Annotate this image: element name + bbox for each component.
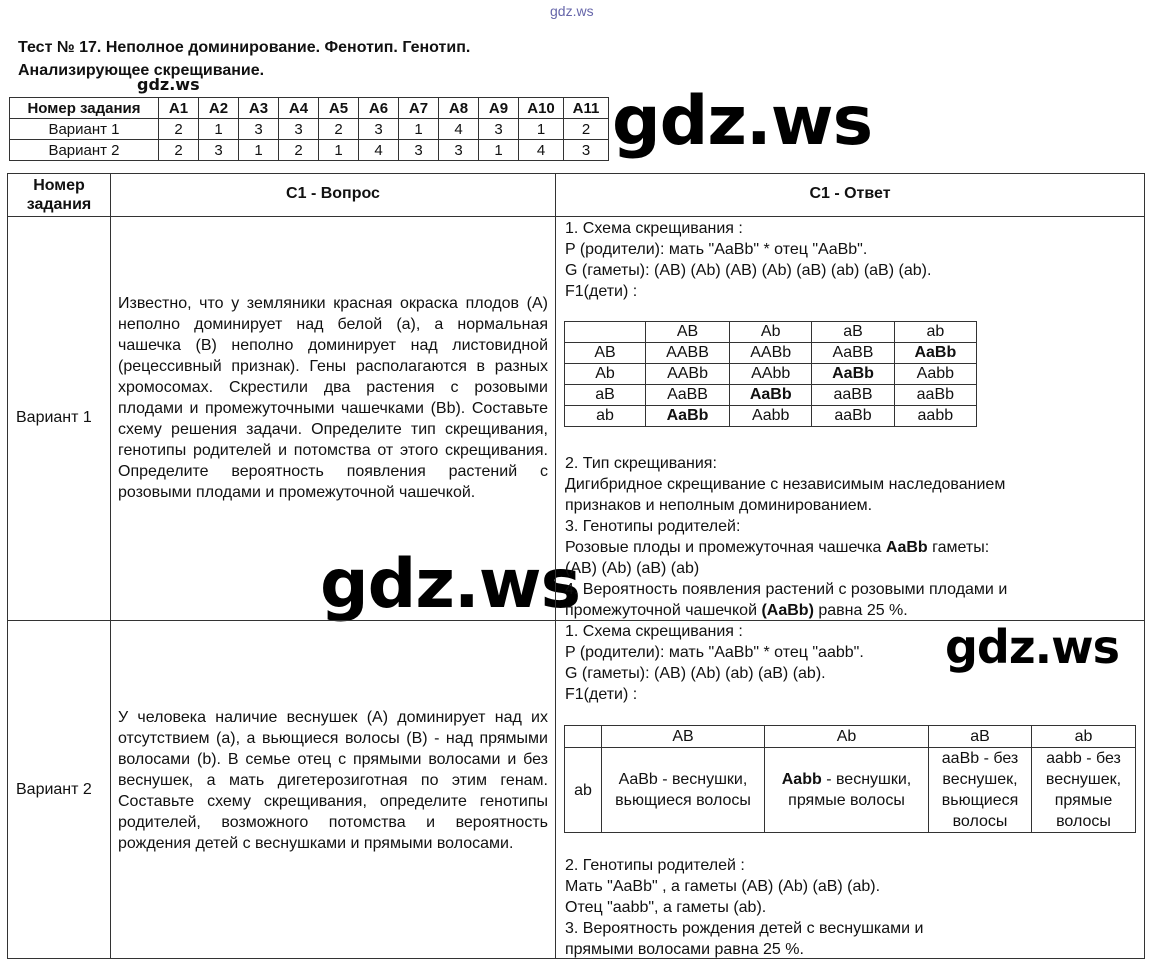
watermark-small: gdz.ws [137,75,200,94]
punnett-header-cell: ab [1032,726,1136,748]
answer-text: Розовые плоды и промежуточная чашечка [565,539,886,556]
punnett-header-cell: aB [929,726,1032,748]
punnett-cell: aaBB [812,385,894,406]
answers-cell: 3 [279,119,319,140]
punnett-row-label: AB [565,343,646,364]
answer-line: F1(дети) : [565,283,638,300]
genotype-bold: AaBb [885,539,928,556]
answers-header-label: Номер задания [10,98,159,119]
answer-line: G (гаметы): (AB) (Ab) (AB) (Ab) (aB) (ab) (aB) (ab). [565,262,932,279]
answers-cell: 2 [279,140,319,161]
answer-line: 1. Схема скрещивания : [565,623,743,640]
answer-text: гаметы: [927,539,990,556]
answer-line: 2. Генотипы родителей : [565,857,745,874]
punnett-header-cell [565,322,646,343]
answers-col-header: A1 [159,98,199,119]
answers-col-header: A7 [399,98,439,119]
answers-col-header: A6 [359,98,399,119]
punnett-cell: Aabb [894,364,976,385]
answer-line [565,537,1007,558]
punnett-header-cell: AB [602,726,765,748]
punnett-header-cell [565,726,602,748]
answers-cell: 1 [399,119,439,140]
punnett-row [565,343,977,364]
answers-col-header: A10 [519,98,564,119]
divider [8,216,1144,217]
answer-line: 3. Вероятность рождения детей с веснушками и [565,920,924,937]
answer-text: промежуточной чашечкой [565,602,762,619]
c1-header-question: С1 - Вопрос [286,185,380,202]
answer-line: прямыми волосами равна 25 %. [565,941,804,958]
answers-cell: 1 [479,140,519,161]
answer-line: 2. Тип скрещивания: [565,455,717,472]
answers-cell: 3 [359,119,399,140]
c1-header-answer: С1 - Ответ [809,185,891,202]
answer-line: Отец "aabb", а гаметы (ab). [565,899,767,916]
punnett-header-cell: aB [812,322,894,343]
punnett-cell: AABb [646,364,730,385]
answer-line: (AB) (Ab) (aB) (ab) [565,560,700,577]
punnett-cell: aaBb - без веснушек, вьющиеся волосы [929,748,1032,833]
answers-cell: 4 [439,119,479,140]
punnett-row [565,406,977,427]
answers-header-row [10,98,609,119]
genotype-bold: Aabb [781,771,822,788]
answers-col-header: A8 [439,98,479,119]
variant-2-label: Вариант 2 [16,781,92,798]
answers-cell: 3 [239,119,279,140]
answers-cell: 1 [319,140,359,161]
punnett-header-row [565,726,1136,748]
punnett-row-label: aB [565,385,646,406]
answer-line: P (родители): мать "AaBb" * отец "AaBb". [565,241,868,258]
watermark-large-2: gdz.ws [320,545,581,624]
watermark-top: gdz.ws [550,3,594,19]
c1-table [7,173,1145,959]
punnett-cell: AaBB [646,385,730,406]
variant-1-answer-bottom [565,453,1007,621]
answer-line: G (гаметы): (AB) (Ab) (ab) (aB) (ab). [565,665,826,682]
punnett-row [565,748,1136,833]
answers-cell: 2 [159,140,199,161]
variant-2-answer-bottom [565,855,923,960]
punnett-cell: AaBb - веснушки, вьющиеся волосы [602,748,765,833]
punnett-cell-highlight: AaBb [646,406,730,427]
punnett-cell [765,748,929,833]
punnett-cell-highlight: AaBb [812,364,894,385]
answer-line: 4. Вероятность появления растений с розовыми плодами и [565,581,1008,598]
genotype-bold: (AaBb) [761,602,814,619]
answers-col-header: A11 [564,98,609,119]
page-title [18,36,470,82]
answers-cell: 2 [159,119,199,140]
punnett-cell: aabb - без веснушек, прямые волосы [1032,748,1136,833]
punnett-row-label: ab [565,748,602,833]
answers-cell: 3 [439,140,479,161]
variant-2-question: У человека наличие веснушек (А) доминирует над их отсутствием (а), а вьющиеся волосы (В) - над прямыми волосами (b). В семье отец с прямыми волосами и без веснушек, а мать дигетерозиготная по этим генам. Составьте схему скрещивания, определите генотипы родителей, возможного потомства и вероятность рождения детей с веснушками и прямыми волосами. [118,709,548,852]
watermark-large-3: gdz.ws [945,620,1119,674]
answers-cell: 2 [564,119,609,140]
punnett-cell-highlight: AaBb [730,385,812,406]
punnett-cell-text: - веснушки, прямые волосы [788,771,912,809]
variant-2-answer-top [565,621,864,705]
answer-line: P (родители): мать "AaBb" * отец "aabb". [565,644,864,661]
punnett-row [565,385,977,406]
answer-line: F1(дети) : [565,686,638,703]
answers-row-variant-1 [10,119,609,140]
punnett-row-label: Ab [565,364,646,385]
punnett-cell: aaBb [812,406,894,427]
answers-row-label: Вариант 1 [10,119,159,140]
answers-col-header: A5 [319,98,359,119]
answers-cell: 3 [399,140,439,161]
punnett-header-cell: AB [646,322,730,343]
answers-table [9,97,609,161]
punnett-square-1 [564,321,977,427]
punnett-cell: aabb [894,406,976,427]
divider [555,174,556,958]
title-line-2: Анализирующее скрещивание. [18,62,265,79]
answers-cell: 3 [564,140,609,161]
punnett-cell: Aabb [730,406,812,427]
answers-col-header: A3 [239,98,279,119]
punnett-header-row [565,322,977,343]
answers-row-variant-2 [10,140,609,161]
answers-cell: 4 [359,140,399,161]
punnett-cell: AABb [730,343,812,364]
punnett-cell-highlight: AaBb [894,343,976,364]
answers-cell: 1 [519,119,564,140]
variant-1-label: Вариант 1 [16,409,92,426]
title-line-1: Тест № 17. Неполное доминирование. Фенотип. Генотип. [18,39,471,56]
answer-line: Мать "AaBb" , а гаметы (AB) (Ab) (aB) (ab). [565,878,881,895]
answer-line [565,600,1007,621]
answers-col-header: A2 [199,98,239,119]
variant-1-answer-top [565,218,931,302]
punnett-cell: AAbb [730,364,812,385]
punnett-header-cell: ab [894,322,976,343]
watermark-large-1: gdz.ws [612,82,873,161]
punnett-header-cell: Ab [765,726,929,748]
punnett-cell: aaBb [894,385,976,406]
punnett-square-2 [564,725,1136,833]
divider [110,174,111,958]
c1-header-number: Номер задания [26,177,92,213]
answer-line: признаков и неполным доминированием. [565,497,873,514]
punnett-row [565,364,977,385]
punnett-header-cell: Ab [730,322,812,343]
variant-1-question: Известно, что у земляники красная окраска плодов (А) неполно доминирует над белой (а), а нормальная чашечка (В) неполно доминирует над листовидной (рецессивный признак). Гены располагаются в разных хромосомах. Скрестили два растения с розовыми плодами и промежуточными чашечками (Вb). Составьте схему решения задачи. Определите тип скрещивания, генотипы родителей и потомства от этого скрещивания. Определите вероятность появления растений с розовыми плодами и промежуточной чашечкой. [118,295,548,501]
answer-text: равна 25 %. [813,602,908,619]
answers-cell: 3 [199,140,239,161]
punnett-cell: AABB [646,343,730,364]
answers-cell: 1 [239,140,279,161]
answers-col-header: A9 [479,98,519,119]
answer-line: 3. Генотипы родителей: [565,518,741,535]
punnett-row-label: ab [565,406,646,427]
punnett-cell: AaBB [812,343,894,364]
answers-row-label: Вариант 2 [10,140,159,161]
answers-col-header: A4 [279,98,319,119]
answers-cell: 3 [479,119,519,140]
answers-cell: 1 [199,119,239,140]
answers-cell: 4 [519,140,564,161]
answers-cell: 2 [319,119,359,140]
answer-line: Дигибридное скрещивание с независимым наследованием [565,476,1006,493]
answer-line: 1. Схема скрещивания : [565,220,743,237]
